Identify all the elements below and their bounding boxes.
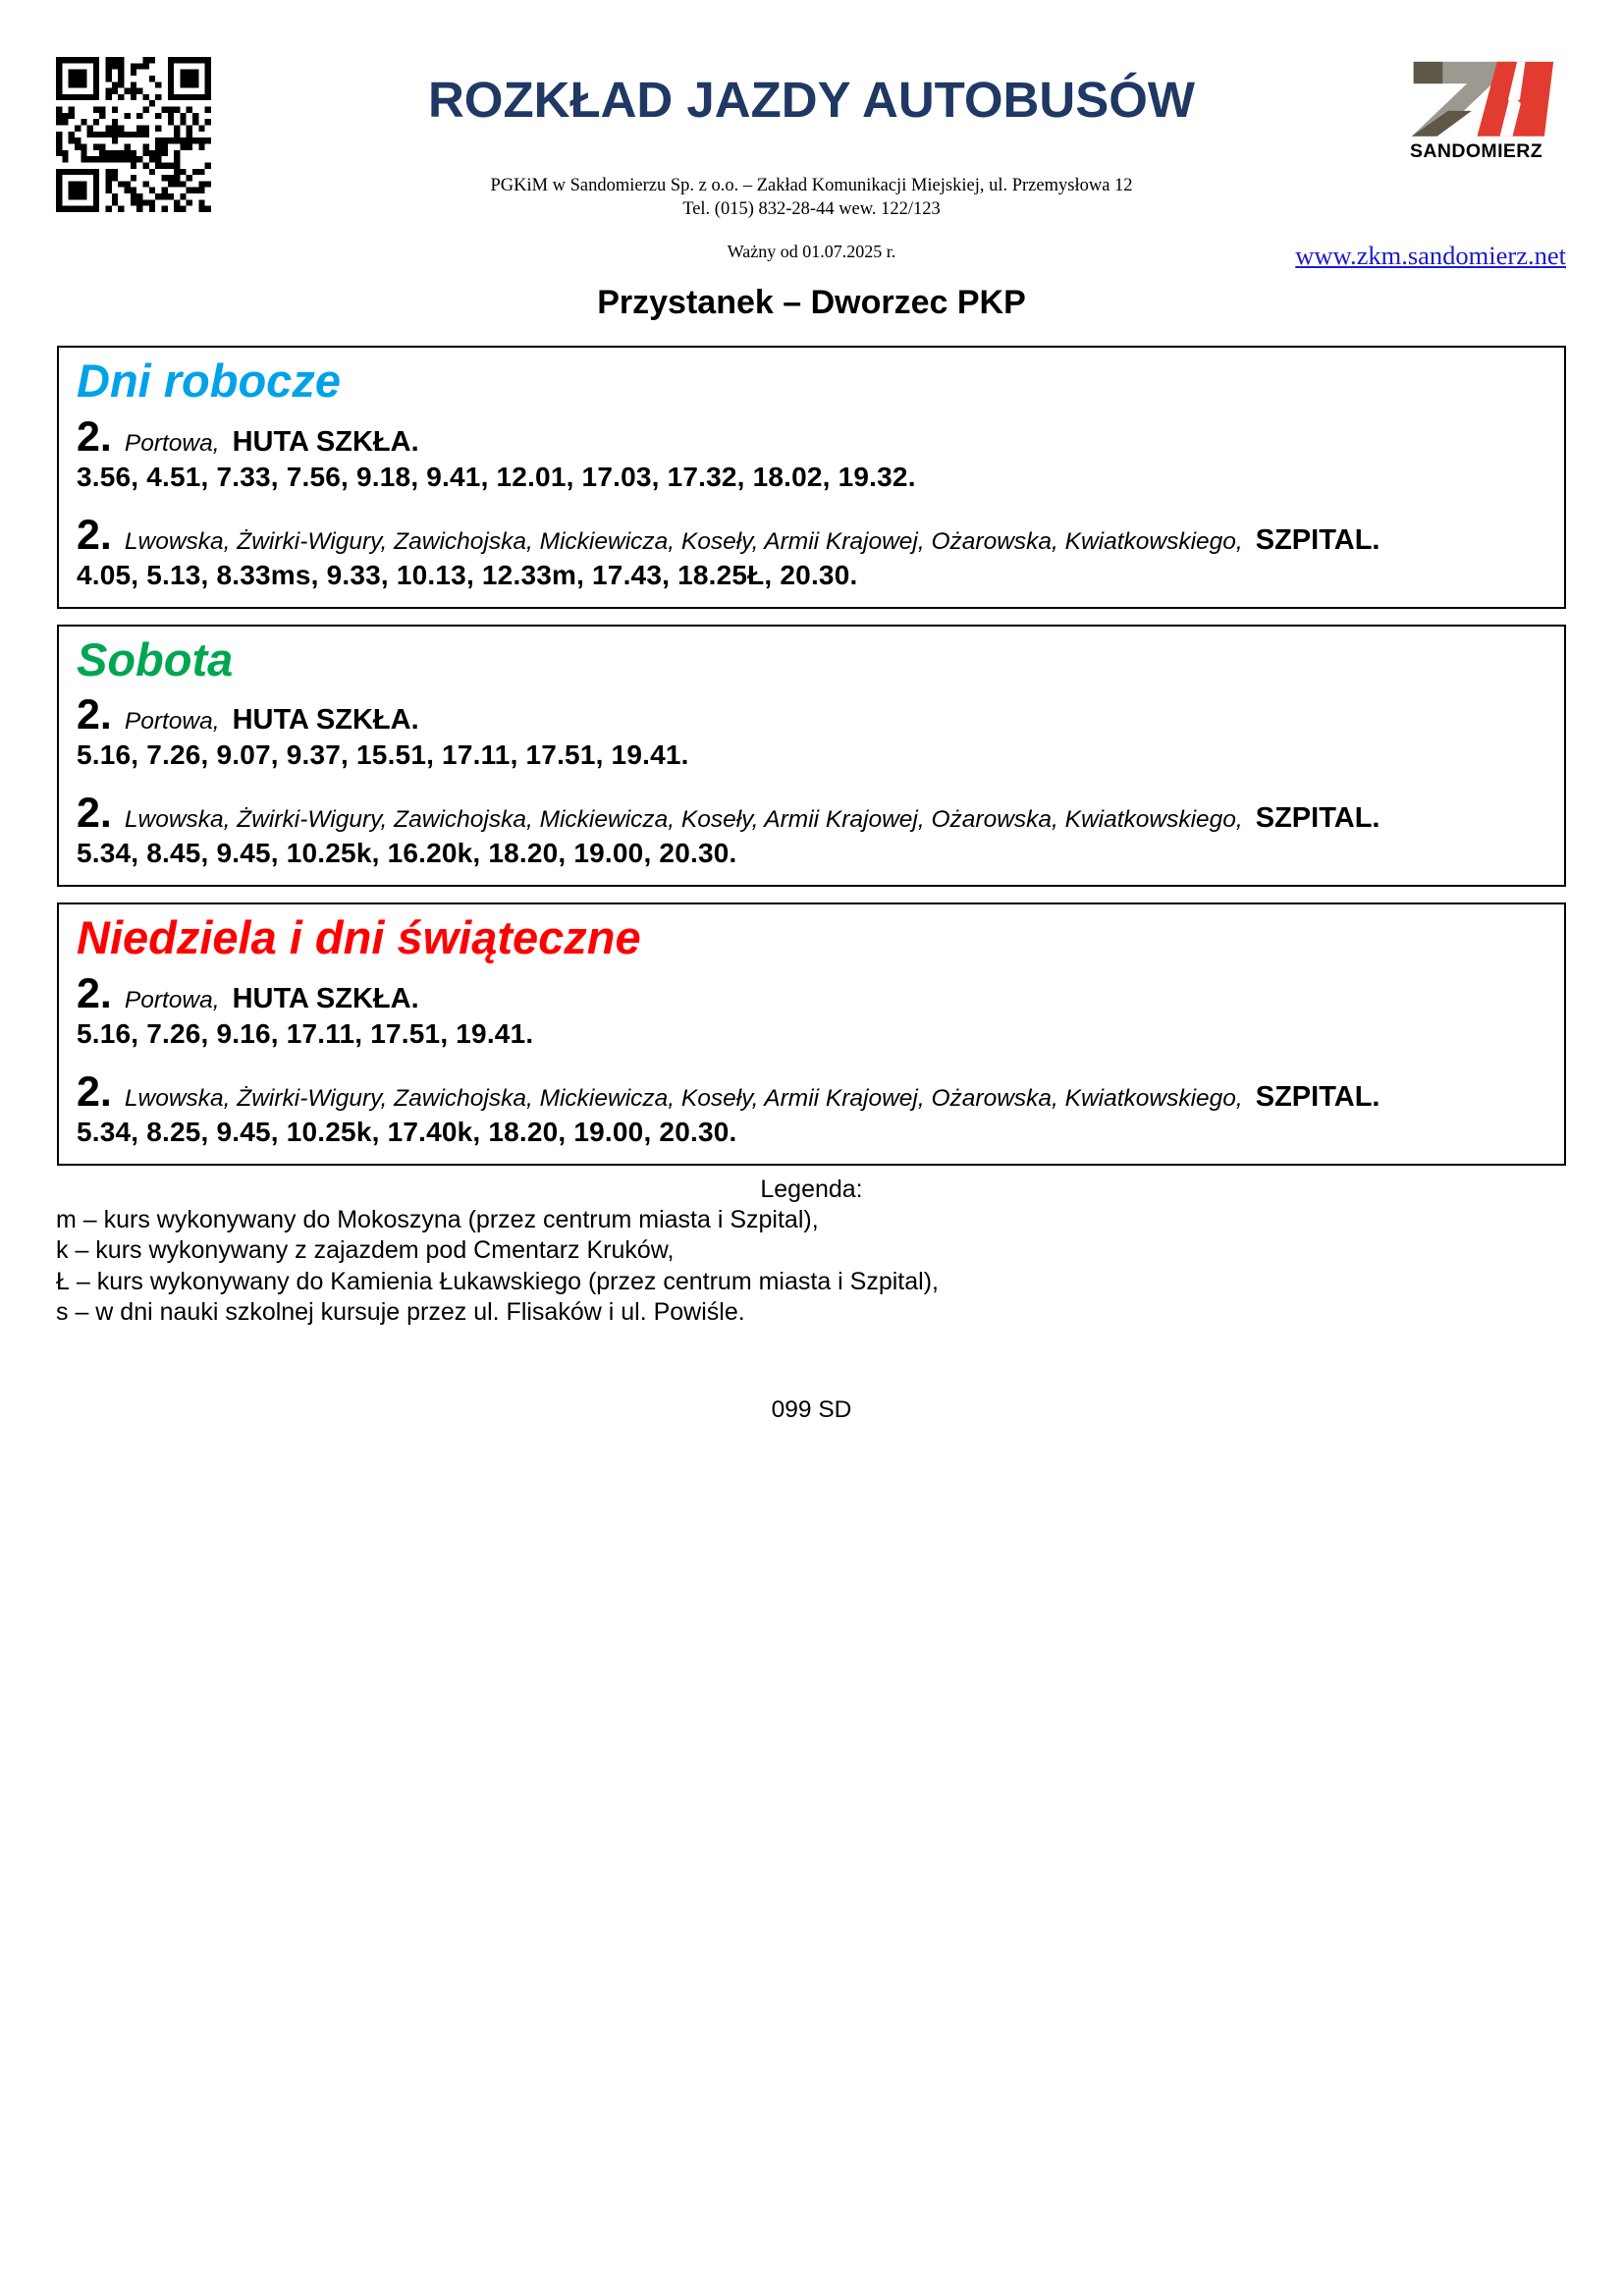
route-destination: SZPITAL. bbox=[1255, 1080, 1380, 1113]
section-niedziela bbox=[57, 902, 1566, 1166]
page-title: ROZKŁAD JAZDY AUTOBUSÓW bbox=[427, 72, 1196, 128]
departure-times: 5.16, 7.26, 9.07, 9.37, 15.51, 17.11, 17.51, 19.41. bbox=[77, 739, 689, 771]
route-row bbox=[77, 511, 1550, 559]
route-via: Lwowska, Żwirki-Wigury, Zawichojska, Mickiewicza, Koseły, Armii Krajowej, Ożarowska, Kwiatkowskiego, bbox=[124, 527, 1243, 555]
section-sobota bbox=[57, 625, 1566, 888]
route-via: Lwowska, Żwirki-Wigury, Zawichojska, Mickiewicza, Koseły, Armii Krajowej, Ożarowska, Kwiatkowskiego, bbox=[124, 1084, 1243, 1112]
section-dni-robocze bbox=[57, 346, 1566, 609]
header bbox=[0, 72, 1623, 321]
organization-line: PGKiM w Sandomierzu Sp. z o.o. – Zakład Komunikacji Miejskiej, ul. Przemysłowa 12 bbox=[490, 176, 1133, 195]
route-via: Portowa, bbox=[124, 708, 220, 736]
legend-item-l: Ł – kurs wykonywany do Kamienia Łukawskiego (przez centrum miasta i Szpital), bbox=[56, 1267, 939, 1295]
departure-times: 5.34, 8.25, 9.45, 10.25k, 17.40k, 18.20, 19.00, 20.30. bbox=[77, 1116, 737, 1147]
line-number: 2. bbox=[77, 511, 112, 559]
logo-caption: SANDOMIERZ bbox=[1410, 140, 1543, 162]
timetable-code: 099 SD bbox=[771, 1396, 852, 1424]
route-destination: SZPITAL. bbox=[1255, 802, 1380, 835]
route-via: Portowa, bbox=[124, 986, 220, 1013]
legend-item-m: m – kurs wykonywany do Mokoszyna (przez centrum miasta i Szpital), bbox=[56, 1206, 819, 1234]
legend-items bbox=[56, 1205, 1623, 1328]
line-number: 2. bbox=[77, 969, 112, 1017]
stop-title: Przystanek – Dworzec PKP bbox=[597, 283, 1026, 321]
logo-z-corner bbox=[1414, 62, 1443, 83]
route-destination: HUTA SZKŁA. bbox=[232, 425, 419, 458]
section-title: Dni robocze bbox=[77, 354, 341, 407]
website-link[interactable]: www.zkm.sandomierz.net bbox=[1295, 241, 1566, 270]
qr-code-svg bbox=[56, 57, 211, 212]
route-row bbox=[77, 790, 1550, 838]
departure-times: 4.05, 5.13, 8.33ms, 9.33, 10.13, 12.33m, 17.43, 18.25Ł, 20.30. bbox=[77, 559, 858, 590]
departure-times: 3.56, 4.51, 7.33, 7.56, 9.18, 9.41, 12.01, 17.03, 17.32, 18.02, 19.32. bbox=[77, 461, 916, 492]
valid-from: Ważny od 01.07.2025 r. bbox=[727, 241, 896, 261]
line-number: 2. bbox=[77, 412, 112, 461]
route-row bbox=[77, 412, 1550, 461]
route-via: Portowa, bbox=[124, 429, 220, 457]
legend-title: Legenda: bbox=[760, 1175, 863, 1203]
line-number: 2. bbox=[77, 691, 112, 739]
line-number: 2. bbox=[77, 1067, 112, 1116]
telephone-line: Tel. (015) 832-28-44 wew. 122/123 bbox=[682, 199, 941, 220]
route-via: Lwowska, Żwirki-Wigury, Zawichojska, Mickiewicza, Koseły, Armii Krajowej, Ożarowska, Kwiatkowskiego, bbox=[124, 806, 1243, 834]
legend-item-k: k – kurs wykonywany z zajazdem pod Cmentarz Kruków, bbox=[56, 1236, 675, 1265]
legend bbox=[0, 1175, 1623, 1328]
section-title: Sobota bbox=[77, 632, 234, 685]
zm-logo bbox=[1410, 55, 1557, 163]
zm-logo-graphic bbox=[1410, 55, 1555, 139]
route-row bbox=[77, 969, 1550, 1017]
route-destination: HUTA SZKŁA. bbox=[232, 982, 419, 1014]
line-number: 2. bbox=[77, 790, 112, 838]
section-title: Niedziela i dni świąteczne bbox=[77, 911, 641, 964]
departure-times: 5.16, 7.26, 9.16, 17.11, 17.51, 19.41. bbox=[77, 1017, 534, 1049]
route-destination: HUTA SZKŁA. bbox=[232, 704, 419, 737]
route-destination: SZPITAL. bbox=[1255, 523, 1380, 556]
departure-times: 5.34, 8.45, 9.45, 10.25k, 16.20k, 18.20, 19.00, 20.30. bbox=[77, 838, 737, 869]
qr-code-icon bbox=[56, 57, 211, 212]
legend-item-s: s – w dni nauki szkolnej kursuje przez ul. Flisaków i ul. Powiśle. bbox=[56, 1297, 745, 1326]
route-row bbox=[77, 1067, 1550, 1116]
route-row bbox=[77, 691, 1550, 739]
